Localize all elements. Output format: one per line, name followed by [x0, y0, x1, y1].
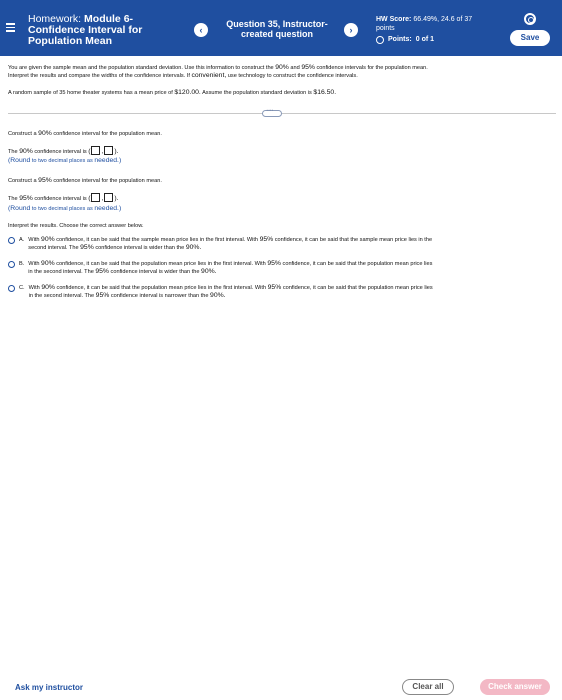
- opt-m: 90%.: [185, 244, 202, 251]
- hw-topic-line3: Population Mean: [28, 35, 112, 47]
- prompt-text: confidence interval for the population mean.: [53, 131, 162, 137]
- comma: ,: [101, 148, 104, 155]
- part2-prompt: [8, 177, 162, 184]
- opt-t: second interval. The: [28, 245, 79, 251]
- points-row: [376, 35, 496, 44]
- sample-text: A random sample of 35 home theater systems has a mean price of: [8, 90, 173, 96]
- prompt-text: Construct a: [8, 131, 37, 137]
- part1-round-hint: [8, 157, 121, 164]
- option-b[interactable]: [8, 260, 556, 276]
- prompt-text: Construct a: [8, 178, 37, 184]
- sample-mean: $120.00.: [174, 89, 201, 96]
- prompt-text: confidence interval for the population mean.: [53, 178, 162, 184]
- question-title-line2: created question: [240, 29, 314, 39]
- radio-button-icon[interactable]: [8, 261, 15, 268]
- opt-t: in the second interval. The: [28, 269, 94, 275]
- intro-text: and: [290, 65, 300, 71]
- ci95-upper-input[interactable]: [104, 193, 113, 202]
- interpret-prompt: Interpret the results. Choose the correct answer below.: [8, 223, 144, 229]
- menu-icon[interactable]: [6, 23, 15, 32]
- part2-answer-line: [8, 193, 119, 202]
- part1-answer-line: [8, 146, 119, 155]
- opt-t: confidence, it can be said that the sample mean price lies in the first interval. With: [56, 237, 259, 243]
- hint-text: to two decimal places as: [31, 158, 93, 164]
- ci90-upper-input[interactable]: [104, 146, 113, 155]
- opt-m: 95%: [95, 292, 110, 299]
- opt-m: 95%: [80, 244, 94, 251]
- intro-math: convenient,: [191, 72, 227, 79]
- part2-round-hint: [8, 205, 121, 212]
- radio-button-icon[interactable]: [8, 237, 15, 244]
- opt-m: 90%.: [201, 268, 217, 275]
- option-letter: A.: [19, 237, 25, 243]
- prompt-math: 90%: [38, 130, 52, 137]
- section-divider: [8, 113, 556, 114]
- progress-circle-icon: [376, 36, 384, 44]
- next-question-button[interactable]: [344, 23, 358, 37]
- opt-t: confidence interval is wider than the: [110, 269, 200, 275]
- hw-topic-line2: Confidence Interval for: [28, 24, 143, 36]
- sample-text: Assume the population standard deviation is: [202, 90, 312, 96]
- opt-t: confidence, it can be said that the population mean price lies: [282, 261, 433, 267]
- homework-title: [28, 14, 178, 47]
- opt-t: confidence interval is narrower than the: [110, 293, 209, 299]
- option-a[interactable]: [8, 236, 556, 252]
- ci95-lower-input[interactable]: [91, 193, 100, 202]
- open-paren: (: [88, 195, 91, 202]
- opt-m: 90%.: [210, 292, 226, 299]
- sample-info: [8, 89, 556, 96]
- check-answer-button[interactable]: Check answer: [480, 679, 550, 695]
- opt-m: 95%: [259, 236, 274, 243]
- opt-t: confidence, it can be said that the population mean price lies: [282, 285, 433, 291]
- hint-text: (Round: [8, 157, 31, 164]
- intro-text: You are given the sample mean and the population standard deviation. Use this information to construct the: [8, 65, 274, 71]
- score-label: HW Score:: [376, 16, 412, 23]
- hint-text: needed.): [94, 205, 122, 212]
- opt-m: 90%: [41, 260, 55, 267]
- radio-button-icon[interactable]: [8, 285, 15, 292]
- intro-text: confidence intervals for the population mean.: [316, 65, 428, 71]
- opt-t: confidence, it can be said that the population mean price lies in the first interval. With: [56, 261, 266, 267]
- question-title: [222, 19, 332, 39]
- opt-t: With: [28, 285, 40, 291]
- hw-module: Module 6-: [84, 13, 134, 25]
- gear-icon[interactable]: [524, 13, 536, 25]
- answer-text: confidence interval is: [34, 149, 87, 155]
- option-text: [28, 260, 556, 276]
- close-paren: ).: [114, 195, 119, 202]
- hw-prefix: Homework:: [28, 13, 82, 25]
- ask-instructor-link[interactable]: Ask my instructor: [15, 683, 84, 692]
- clear-all-button[interactable]: Clear all: [402, 679, 454, 695]
- opt-t: With: [28, 261, 40, 267]
- opt-t: confidence, it can be said that the population mean price lies in the first interval. With: [56, 285, 267, 291]
- prompt-math: 95%: [38, 177, 52, 184]
- hint-text: needed.): [94, 157, 122, 164]
- hw-score: [376, 15, 496, 44]
- intro-math: 90%: [275, 64, 289, 71]
- option-text: [28, 236, 556, 252]
- option-text: [29, 284, 556, 300]
- opt-t: in the second interval. The: [28, 293, 95, 299]
- opt-m: 95%: [267, 284, 282, 291]
- opt-t: With: [28, 237, 40, 243]
- question-title-line1: Question 35, Instructor-: [226, 19, 328, 29]
- expand-more-button[interactable]: [262, 110, 282, 117]
- opt-m: 95%: [95, 268, 109, 275]
- intro-text: use technology to construct the confidence intervals.: [227, 73, 358, 79]
- prev-question-button[interactable]: [194, 23, 208, 37]
- points-value: 0 of 1: [415, 36, 435, 43]
- population-sd: $16.50.: [313, 89, 337, 96]
- save-button[interactable]: Save: [510, 30, 550, 46]
- ci90-lower-input[interactable]: [91, 146, 100, 155]
- option-letter: C.: [19, 285, 25, 291]
- option-c[interactable]: [8, 284, 556, 300]
- intro-math: 95%: [301, 64, 315, 71]
- opt-m: 90%: [41, 284, 55, 291]
- hint-text: to two decimal places as: [31, 206, 93, 212]
- comma: ,: [101, 195, 104, 202]
- opt-t: confidence interval is wider than the: [95, 245, 185, 251]
- problem-intro: [8, 64, 556, 80]
- chevron-left-icon: ‹: [199, 25, 203, 35]
- answer-text: confidence interval is: [34, 196, 87, 202]
- option-letter: B.: [19, 261, 25, 267]
- points-label: Points:: [388, 36, 412, 43]
- chevron-right-icon: ›: [349, 25, 353, 35]
- intro-text: Interpret the results and compare the widths of the confidence intervals. If: [8, 73, 190, 79]
- answer-math: 90%: [19, 148, 33, 155]
- top-header: [0, 0, 562, 56]
- hint-text: (Round: [8, 205, 31, 212]
- score-unit: points: [376, 25, 395, 32]
- opt-t: confidence, it can be said that the sample mean price lies in the: [274, 237, 433, 243]
- answer-math: 95%: [19, 195, 33, 202]
- open-paren: (: [88, 148, 91, 155]
- close-paren: ).: [114, 148, 119, 155]
- answer-text: The: [8, 196, 18, 202]
- part1-prompt: [8, 130, 162, 137]
- score-value: 66.49%, 24.6 of 37: [413, 16, 473, 23]
- opt-m: 95%: [267, 260, 281, 267]
- answer-text: The: [8, 149, 18, 155]
- opt-m: 90%: [41, 236, 55, 243]
